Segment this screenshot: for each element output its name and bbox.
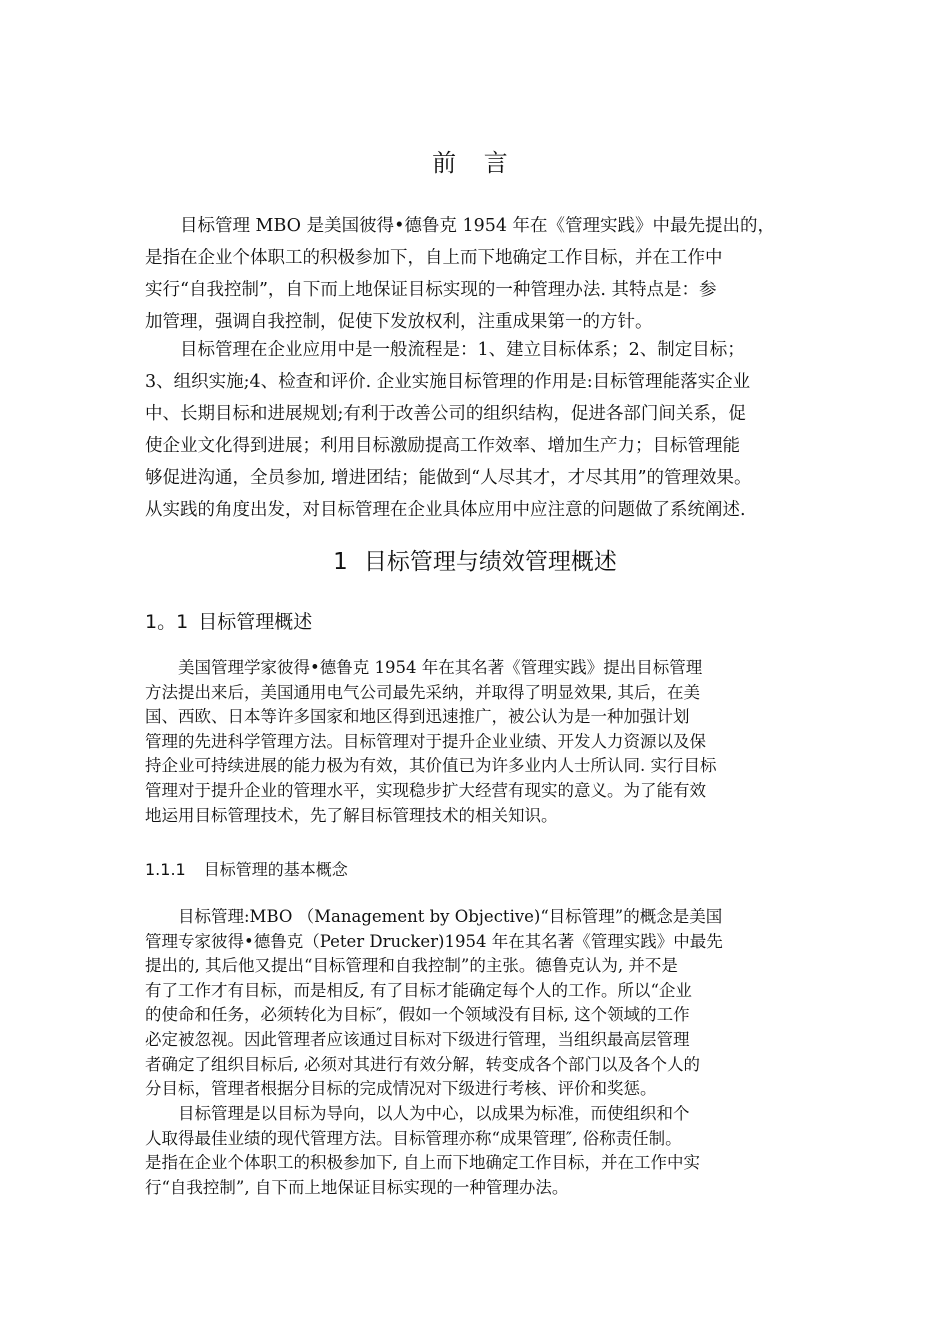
text-line: 的使命和任务，必须转化为目标″，假如一个领域没有目标, 这个领域的工作: [145, 1005, 690, 1025]
text-line: 够促进沟通，全员参加, 增进团结；能做到“人尽其才，才尽其用”的管理效果。: [145, 468, 752, 488]
section-1-1-heading: [145, 607, 312, 634]
text-line: 目标管理在企业应用中是一般流程是：1、建立目标体系；2、制定目标；: [145, 340, 745, 360]
text-line: 有了工作才有目标，而是相反, 有了目标才能确定每个人的工作。所以“企业: [145, 980, 692, 1000]
text-line: 必定被忽视。因此管理者应该通过目标对下级进行管理，当组织最高层管理: [145, 1029, 690, 1049]
text-line: 目标管理:MBO （Management by Objective)“目标管理”的概念是美国: [145, 907, 723, 926]
text-line: 者确定了组织目标后, 必须对其进行有效分解，转变成各个部门以及各个人的: [145, 1054, 700, 1074]
section-title: 目标管理的基本概念: [203, 860, 348, 879]
preface-paragraph-2: [145, 334, 810, 526]
section-1-1-1-paragraph-1: [145, 905, 810, 1102]
text-line: 方法提出来后，美国通用电气公司最先采纳，并取得了明显效果, 其后，在美: [145, 682, 700, 702]
text-line: 中、长期目标和进展规划;有利于改善公司的组织结构，促进各部门间关系，促: [145, 404, 746, 424]
text-line: 地运用目标管理技术，先了解目标管理技术的相关知识。: [145, 805, 558, 825]
text-line: 国、西欧、日本等许多国家和地区得到迅速推广，被公认为是一种加强计划: [145, 707, 690, 727]
text-line: 使企业文化得到进展；利用目标激励提高工作效率、增加生产力；目标管理能: [145, 436, 740, 456]
text-line: 是指在企业个体职工的积极参加下，自上而下地确定工作目标，并在工作中: [145, 248, 723, 268]
text-line: 分目标，管理者根据分目标的完成情况对下级进行考核、评价和奖惩。: [145, 1079, 657, 1099]
section-number: 1。1: [145, 611, 189, 633]
text-line: 实行“自我控制”，自下而上地保证目标实现的一种管理办法. 其特点是：参: [145, 280, 717, 300]
text-line: 目标管理是以目标为导向，以人为中心，以成果为标准，而使组织和个: [145, 1104, 690, 1123]
text-line: 美国管理学家彼得•德鲁克 1954 年在其名著《管理实践》提出目标管理: [145, 658, 703, 677]
text-line: 从实践的角度出发，对目标管理在企业具体应用中应注意的问题做了系统阐述.: [145, 500, 746, 520]
text-line: 管理专家彼得•德鲁克（Peter Drucker)1954 年在其名著《管理实践》中最先: [145, 931, 723, 951]
section-number: 1.1.1: [145, 860, 186, 879]
text-line: 人取得最佳业绩的现代管理方法。目标管理亦称“成果管理″, 俗称责任制。: [145, 1128, 682, 1148]
text-line: 目标管理 MBO 是美国彼得•德鲁克 1954 年在《管理实践》中最先提出的，: [145, 216, 776, 236]
text-line: 管理的先进科学管理方法。目标管理对于提升企业业绩、开发人力资源以及保: [145, 731, 706, 751]
text-line: 是指在企业个体职工的积极参加下, 自上而下地确定工作目标，并在工作中实: [145, 1153, 700, 1173]
section-number: 1: [333, 549, 348, 575]
preface-paragraph-1: [145, 210, 810, 338]
text-line: 管理对于提升企业的管理水平，实现稳步扩大经营有现实的意义。为了能有效: [145, 780, 706, 800]
preface-title: 前 言: [432, 149, 518, 177]
section-title: 目标管理概述: [198, 611, 313, 633]
section-title: 目标管理与绩效管理概述: [363, 549, 617, 575]
text-line: 持企业可持续进展的能力极为有效，其价值已为许多业内人士所认同. 实行目标: [145, 756, 717, 776]
section-1-1-1-paragraph-2: [145, 1102, 810, 1200]
text-line: 3、组织实施;4、检查和评价. 企业实施目标管理的作用是:目标管理能落实企业: [145, 372, 751, 392]
section-1-heading: [0, 543, 950, 576]
text-line: 加管理，强调自我控制，促使下发放权利，注重成果第一的方针。: [145, 312, 653, 332]
section-1-1-paragraph: [145, 656, 810, 828]
text-line: 提出的, 其后他又提出“目标管理和自我控制”的主张。德鲁克认为, 并不是: [145, 956, 678, 976]
section-1-1-1-heading: [145, 857, 348, 880]
text-line: 行“自我控制”, 自下而上地保证目标实现的一种管理办法。: [145, 1177, 569, 1197]
